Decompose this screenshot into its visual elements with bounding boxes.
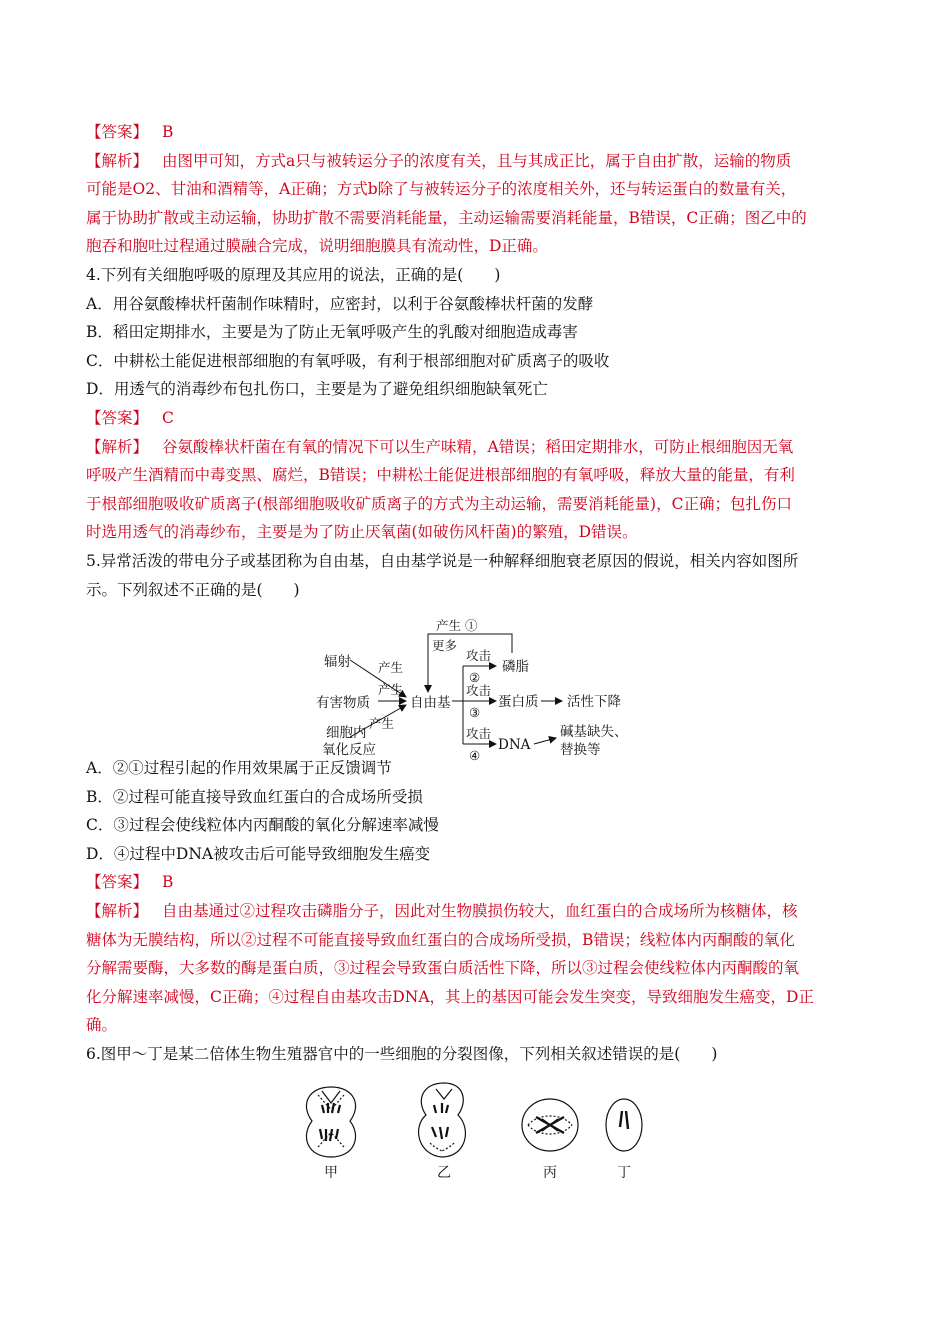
attack-label-3: 攻击 (466, 726, 492, 742)
free-radical-center: 自由基 (410, 695, 451, 712)
q3-analysis-line: 【解析】 由图甲可知，方式a只与被转运分子的浓度有关，且与其成正比，属于自由扩散，运输的物质 (86, 151, 792, 170)
answer-value: C (162, 408, 174, 427)
cell-ding (606, 1099, 642, 1151)
analysis-tag: 【解析】 (86, 151, 149, 170)
q5-option-c: C．③过程会使线粒体内丙酮酸的氧化分解速率减慢 (86, 816, 439, 835)
source-oxidation-line1: 细胞内 (326, 725, 367, 742)
document-body (86, 118, 866, 1184)
q4-option-c: C．中耕松土能促进根部细胞的有氧呼吸，有利于根部细胞对矿质离子的吸收 (86, 351, 610, 370)
q5-option-d: D．④过程中DNA被攻击后可能导致细胞发生癌变 (86, 844, 431, 863)
q4-analysis-line: 时选用透气的消毒纱布，主要是为了防止厌氧菌(如破伤风杆菌)的繁殖，D错误。 (86, 523, 638, 542)
analysis-tag: 【解析】 (86, 437, 149, 456)
analysis-tag: 【解析】 (86, 902, 149, 921)
cell-label-bing: 丙 (543, 1164, 557, 1181)
q5-stem-line: 示。下列叙述不正确的是( ) (86, 580, 300, 599)
result-base-line2: 替换等 (560, 742, 601, 759)
q4-option-d: D．用透气的消毒纱布包扎伤口，主要是为了避免组织细胞缺氧死亡 (86, 380, 548, 399)
source-radiation: 辐射 (324, 654, 351, 671)
produce-label-1: 产生 (378, 660, 404, 676)
q5-analysis-line: 化分解速率减慢，C正确；④过程自由基攻击DNA，其上的基因可能会发生突变，导致细胞发生癌变，D正 (86, 987, 814, 1006)
q3-analysis-line: 可能是O2、甘油和酒精等，A正确；方式b除了与被转运分子的浓度相关外，还与转运蛋白的数量有关， (86, 180, 797, 199)
q5-analysis-line: 【解析】 自由基通过②过程攻击磷脂分子，因此对生物膜损伤较大，血红蛋白的合成场所为核糖体，核 (86, 902, 798, 921)
q5-option-a: A．②①过程引起的作用效果属于正反馈调节 (86, 759, 392, 778)
target-protein: 蛋白质 (498, 694, 539, 711)
cell-jia (306, 1087, 355, 1157)
target-dna: DNA (498, 737, 531, 754)
cell-division-svg (86, 1069, 866, 1184)
attack-label-1: 攻击 (466, 648, 492, 664)
source-oxidation-line2: 氧化反应 (322, 742, 376, 759)
q4-analysis-line: 于根部细胞吸收矿质离子(根部细胞吸收矿质离子的方式为主动运输，需要消耗能量)，C正确；包扎伤口 (86, 494, 792, 513)
answer-value: B (162, 873, 174, 892)
q4-analysis-line: 【解析】 谷氨酸棒状杆菌在有氧的情况下可以生产味精，A错误；稻田定期排水，可防止根细胞因无氧 (86, 437, 794, 456)
answer-value: B (162, 123, 174, 141)
q4-option-a: A．用谷氨酸棒状杆菌制作味精时，应密封，以利于谷氨酸棒状杆菌的发酵 (86, 294, 594, 313)
result-activity-decrease: 活性下降 (567, 694, 621, 711)
process-num-3: ③ (469, 705, 481, 721)
produce-label-3: 产生 (369, 716, 395, 732)
cell-division-figure (86, 1069, 866, 1184)
more-label: 更多 (432, 638, 458, 654)
q5-answer (86, 868, 866, 897)
result-base-line1: 碱基缺失、 (560, 724, 628, 741)
attack-label-2: 攻击 (466, 683, 492, 699)
q4-answer (86, 404, 866, 433)
q5-analysis-line: 糖体为无膜结构，所以②过程不可能直接导致血红蛋白的合成场所受损，B错误；线粒体内丙酮酸的氧化 (86, 930, 795, 949)
answer-tag: 【答案】 (86, 123, 149, 141)
q5-analysis-line: 确。 (86, 1016, 118, 1035)
free-radical-diagram-svg (86, 604, 866, 764)
process-num-4: ④ (469, 748, 481, 764)
source-harmful-substance: 有害物质 (316, 695, 370, 712)
cell-yi (419, 1083, 466, 1157)
answer-tag: 【答案】 (86, 408, 149, 427)
q5-stem-line: 5.异常活泼的带电分子或基团称为自由基，自由基学说是一种解释细胞衰老原因的假说，相关内容如图所 (86, 551, 799, 570)
cell-label-jia: 甲 (324, 1164, 338, 1181)
arrow-base-change (534, 738, 556, 744)
q4-stem: 4.下列有关细胞呼吸的原理及其应用的说法，正确的是( ) (86, 265, 501, 284)
cell-label-ding: 丁 (617, 1164, 631, 1181)
cell-bing (522, 1099, 578, 1151)
q3-answer (86, 118, 866, 147)
q5-analysis-line: 分解需要酶，大多数的酶是蛋白质，③过程会导致蛋白质活性下降，所以③过程会使线粒体内丙酮酸的氧 (86, 959, 800, 978)
free-radical-diagram (86, 604, 866, 764)
process-num-2: ② (469, 670, 481, 686)
produce-label-2: 产生 (378, 682, 404, 698)
q6-stem: 6.图甲～丁是某二倍体生物生殖器官中的一些细胞的分裂图像，下列相关叙述错误的是( ) (86, 1045, 718, 1064)
q4-analysis-line: 呼吸产生酒精而中毒变黑、腐烂，B错误；中耕松土能促进根部细胞的有氧呼吸，释放大量的能量，有利 (86, 466, 795, 485)
target-phospholipid: 磷脂 (502, 659, 529, 676)
q3-analysis-line: 胞吞和胞吐过程通过膜融合完成，说明细胞膜具有流动性，D正确。 (86, 237, 548, 256)
top-produce-label: 产生 ① (436, 618, 478, 634)
q5-option-b: B．②过程可能直接导致血红蛋白的合成场所受损 (86, 787, 423, 806)
q4-option-b: B．稻田定期排水，主要是为了防止无氧呼吸产生的乳酸对细胞造成毒害 (86, 323, 578, 342)
cell-label-yi: 乙 (437, 1164, 451, 1181)
q3-analysis-line: 属于协助扩散或主动运输，协助扩散不需要消耗能量，主动运输需要消耗能量，B错误，C正确；图乙中的 (86, 208, 807, 227)
answer-tag: 【答案】 (86, 873, 149, 892)
